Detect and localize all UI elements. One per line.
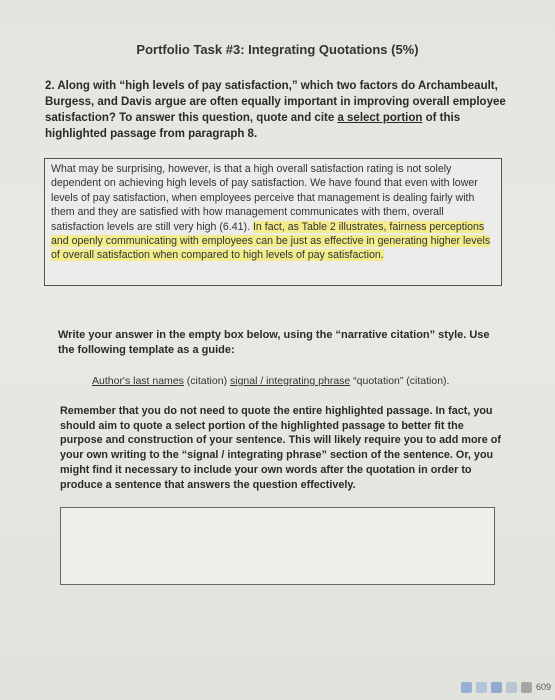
tray-number: 609	[535, 682, 551, 692]
page-title: Portfolio Task #3: Integrating Quotations (5%)	[136, 42, 419, 57]
question-text-end: of this highlighted passage from paragraph 8.	[45, 112, 461, 140]
question-text: 2. Along with “high levels of pay satisfaction,” which two factors do Archambeault, Burgess, and Davis argue are often equally important in improving overall employee satisfaction? To answer this question, quote and cite	[45, 80, 506, 124]
tray-app-icon[interactable]	[461, 682, 472, 693]
tray-window-icon[interactable]	[476, 682, 487, 693]
tray-folder-icon[interactable]	[491, 682, 502, 693]
source-passage	[44, 158, 502, 286]
passage-plain-text: What may be surprising, however, is that a high overall satisfaction rating is not solely dependent on achieving high levels of pay satisfaction. We have found that even with lower levels of pay satisfaction, when employees perceive that management is dealing fairly with them and they are satisfied with how management communicates with them, overall satisfaction levels are still very high (6.41).	[51, 163, 478, 233]
answer-box[interactable]	[60, 507, 495, 585]
passage-highlighted-text: In fact, as Table 2 illustrates, fairness perceptions and openly communicating with employees can be just as effective in generating higher levels of overall satisfaction when compared to high levels of pay satisfaction.	[51, 220, 491, 262]
question-underlined-text: a select portion	[337, 112, 423, 124]
taskbar-tray	[421, 674, 555, 700]
answer-instructions: Write your answer in the empty box below, using the “narrative citation” style. Use the following template as a guide:	[58, 329, 490, 356]
guidance-note: Remember that you do not need to quote the entire highlighted passage. In fact, you should aim to quote a select portion of the highlighted passage to better fit the purpose and construction of your sentence. This will likely require you to add more of your own writing to the “signal / integrating phrase” section of the sentence. Or, you might find it necessary to include your own words after the quotation in order to produce a sentence that answers the question effectively.	[60, 405, 501, 491]
template-signal-phrase: signal / integrating phrase	[230, 375, 351, 387]
question-prompt	[45, 78, 515, 142]
template-citation: (citation)	[183, 375, 230, 387]
tray-volume-icon[interactable]	[521, 682, 532, 693]
template-authors: Author's last names	[92, 375, 184, 387]
citation-template	[92, 375, 512, 387]
template-quotation: “quotation” (citation).	[350, 375, 450, 387]
tray-network-icon[interactable]	[506, 682, 517, 693]
